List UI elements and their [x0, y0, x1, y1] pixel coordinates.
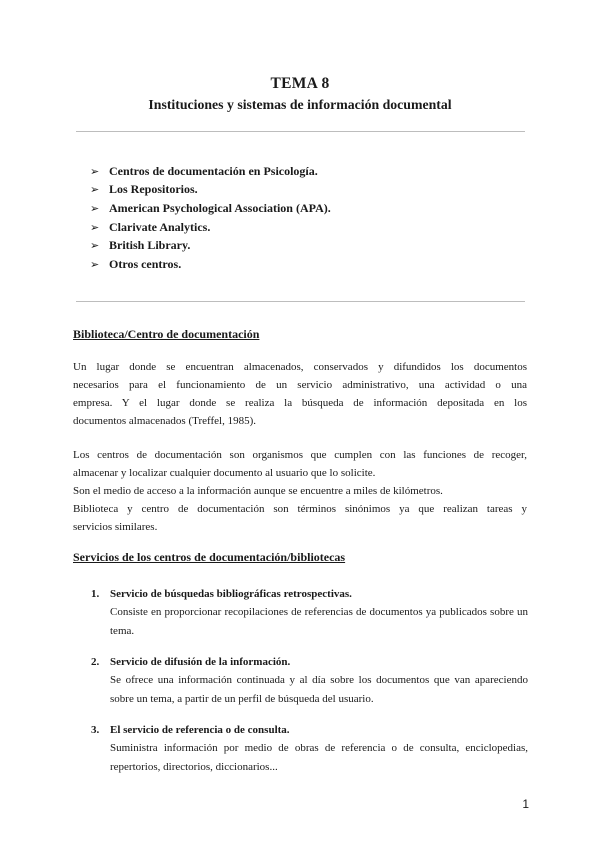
arrow-bullet-icon: ➢: [90, 239, 100, 253]
list-item-label: Clarivate Analytics.: [109, 219, 211, 234]
arrow-bullet-icon: ➢: [90, 220, 100, 234]
page-title: TEMA 8: [270, 75, 330, 92]
list-item: [90, 162, 331, 181]
arrow-bullet-icon: ➢: [90, 164, 100, 178]
text-line: Los centros de documentación son organismos que cumplen con las funciones de recoger,: [73, 449, 527, 461]
service-title: Servicio de búsquedas bibliográficas retrospectivas.: [110, 588, 352, 600]
text-line: almacenar y localizar cualquier documento al usuario que lo solicite.: [73, 466, 376, 479]
section-heading-library: Biblioteca/Centro de documentación: [73, 327, 260, 341]
service-title: Servicio de difusión de la información.: [110, 656, 291, 668]
page-number: 1: [522, 797, 529, 811]
text-line: Son el medio de acceso a la información aunque se encuentre a miles de kilómetros.: [73, 484, 443, 497]
arrow-bullet-icon: ➢: [90, 257, 100, 271]
arrow-bullet-icon: ➢: [90, 201, 100, 215]
service-item: [91, 585, 528, 640]
list-item-label: Centros de documentación en Psicología.: [109, 163, 318, 178]
text-line: servicios similares.: [73, 520, 158, 533]
service-number: 3.: [91, 724, 100, 736]
list-item: [90, 218, 331, 237]
list-item: [90, 199, 331, 218]
service-item: [91, 653, 528, 708]
text-line: necesarios para el funcionamiento de un servicio administrativo, una actividad o una: [73, 378, 527, 391]
text-line: Un lugar donde se encuentran almacenados, conservados y difundidos los documentos: [73, 361, 527, 373]
list-item: [90, 255, 331, 274]
list-item-label: American Psychological Association (APA).: [109, 200, 331, 215]
list-item-label: Los Repositorios.: [109, 182, 198, 197]
service-number: 1.: [91, 588, 100, 600]
service-description: Se ofrece una información continuada y al día sobre los documentos que van apareciendo sobre un tema, a partir de un perfil de búsqueda del usuario.: [110, 674, 528, 705]
service-number: 2.: [91, 656, 100, 668]
divider-top: [76, 131, 525, 132]
paragraph-functions: [73, 447, 527, 537]
section-heading-services: Servicios de los centros de documentación/bibliotecas: [73, 550, 346, 564]
text-line: Biblioteca y centro de documentación son términos sinónimos ya que realizan tareas y: [73, 502, 527, 515]
text-line: empresa. Y el lugar donde se realiza la búsqueda de información depositada en los: [73, 396, 527, 409]
list-item-label: British Library.: [109, 238, 191, 253]
list-item-label: Otros centros.: [109, 256, 182, 271]
topic-list: [90, 162, 331, 274]
divider-bottom: [76, 301, 525, 302]
service-description: Suministra información por medio de obras de referencia o de consulta, enciclopedias, repertorios, directorios, diccionarios...: [110, 742, 528, 773]
text-line: documentos almacenados (Treffel, 1985).: [73, 414, 256, 427]
service-description: Consiste en proporcionar recopilaciones de referencias de documentos ya publicados sobre un tema.: [110, 606, 528, 637]
list-item: [90, 236, 331, 255]
service-title: El servicio de referencia o de consulta.: [110, 724, 290, 736]
service-item: [91, 721, 528, 776]
list-item: [90, 181, 331, 200]
arrow-bullet-icon: ➢: [90, 183, 100, 197]
paragraph-definition: [73, 359, 527, 431]
page-subtitle: Instituciones y sistemas de información documental: [148, 97, 452, 112]
